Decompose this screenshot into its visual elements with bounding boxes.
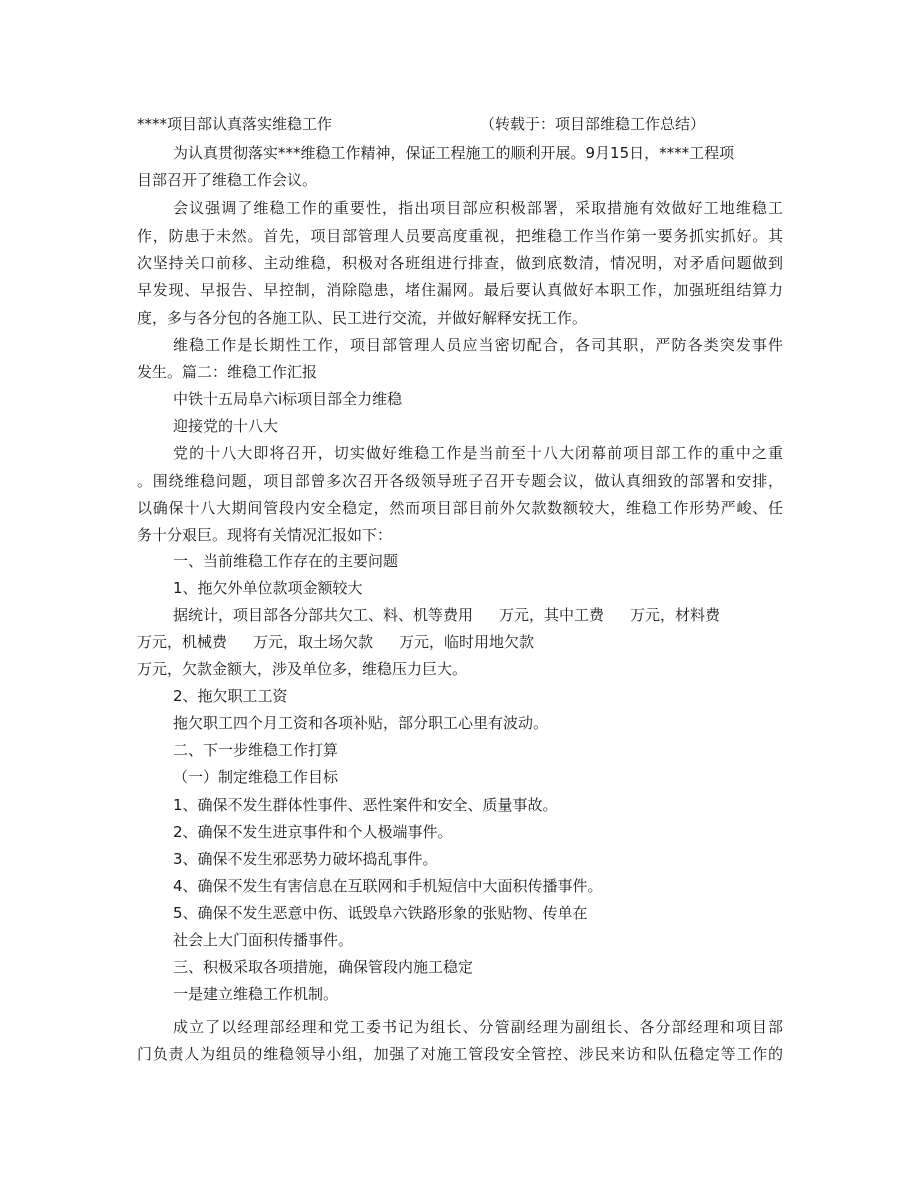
stats-text-d: 万元，机械费 [137,633,228,651]
section-heading-3: 三、积极采取各项措施，确保管段内施工稳定 [173,958,474,976]
section-heading-2: 二、下一步维稳工作打算 [173,741,339,759]
heading-company: 中铁十五局阜六i标项目部全力维稳 [173,390,403,408]
paragraph-line: 作，防患于未然。首先，项目部管理人员要高度重视，把维稳工作当作第一要务抓实抓好。其 [137,227,783,245]
paragraph-line: 拖欠职工四个月工资和各项补贴，部分职工心里有波动。 [173,714,549,732]
subsection-1-1: 1、拖欠外单位款项金额较大 [173,579,363,597]
paragraph-line: 务十分艰巨。现将有关情况汇报如下： [137,526,393,544]
stats-text-f: 万元，临时用地欠款 [399,633,535,651]
goal-item: 2、确保不发生进京事件和个人极端事件。 [173,823,453,841]
paragraph-line: 以确保十八大期间管段内安全稳定，然而项目部目前外欠款数额较大，维稳工作形势严峻、任 [137,499,783,517]
paragraph-line: 目部召开了维稳工作会议。 [137,171,318,189]
section-heading-1: 一、当前维稳工作存在的主要问题 [173,552,399,570]
paragraph-line: 会议强调了维稳工作的重要性，指出项目部应积极部署，采取措施有效做好工地维稳工 [173,199,783,217]
stats-line [137,632,534,652]
paragraph-line: 门负责人为组员的维稳领导小组，加强了对施工管段安全管控、涉民来访和队伍稳定等工作的 [137,1045,783,1063]
paragraph-line: 成立了以经理部经理和党工委书记为组长、分管副经理为副组长、各分部经理和项目部 [173,1018,783,1036]
subsection-3-1: 一是建立维稳工作机制。 [173,985,339,1003]
paragraph-line: 早发现、早报告、早控制，消除隐患，堵住漏网。最后要认真做好本职工作，加强班组结算力 [137,281,783,299]
stats-text-b: 万元，其中工费 [499,606,605,624]
stats-text-e: 万元，取土场欠款 [253,633,374,651]
paragraph-line: 度，多与各分包的各施工队、民工进行交流，并做好解释安抚工作。 [137,309,588,327]
goal-item: 社会上大门面积传播事件。 [173,931,354,949]
stats-text-c: 万元，材料费 [630,606,721,624]
paragraph-line: 党的十八大即将召开，切实做好维稳工作是当前至十八大闭幕前项目部工作的重中之重 [173,444,783,462]
goal-item: 3、确保不发生邪恶势力破坏捣乱事件。 [173,850,438,868]
subsection-1-2: 2、拖欠职工工资 [173,687,288,705]
paragraph-line: 发生。篇二：维稳工作汇报 [137,363,318,381]
goal-item: 1、确保不发生群体性事件、恶性案件和安全、质量事故。 [173,796,558,814]
stats-line [173,605,720,625]
doc-title: ****项目部认真落实维稳工作 [137,115,333,133]
paragraph-line: 为认真贯彻落实***维稳工作精神，保证工程施工的顺利开展。9月15日，****工程项 [173,144,735,162]
stats-text-a: 据统计，项目部各分部共欠工、料、机等费用 [173,606,474,624]
title-row [137,114,706,134]
goal-item: 5、确保不发生恶意中伤、诋毁阜六铁路形象的张贴物、传单在 [173,904,588,922]
source-note: （转载于：项目部维稳工作总结） [480,115,706,133]
goal-item: 4、确保不发生有害信息在互联网和手机短信中大面积传播事件。 [173,877,603,895]
stats-text-g: 万元，欠款金额大，涉及单位多，维稳压力巨大。 [137,660,468,678]
subsection-2-1: （一）制定维稳工作目标 [173,768,339,786]
heading-welcome: 迎接党的十八大 [173,417,279,435]
paragraph-line: 维稳工作是长期性工作，项目部管理人员应当密切配合，各司其职，严防各类突发事件 [173,336,783,354]
paragraph-line: 次坚持关口前移、主动维稳，积极对各班组进行排查，做到底数清，情况明，对矛盾问题做到 [137,254,783,272]
paragraph-line: 。围绕维稳问题，项目部曾多次召开各级领导班子召开专题会议，做认真细致的部署和安排， [137,472,783,490]
